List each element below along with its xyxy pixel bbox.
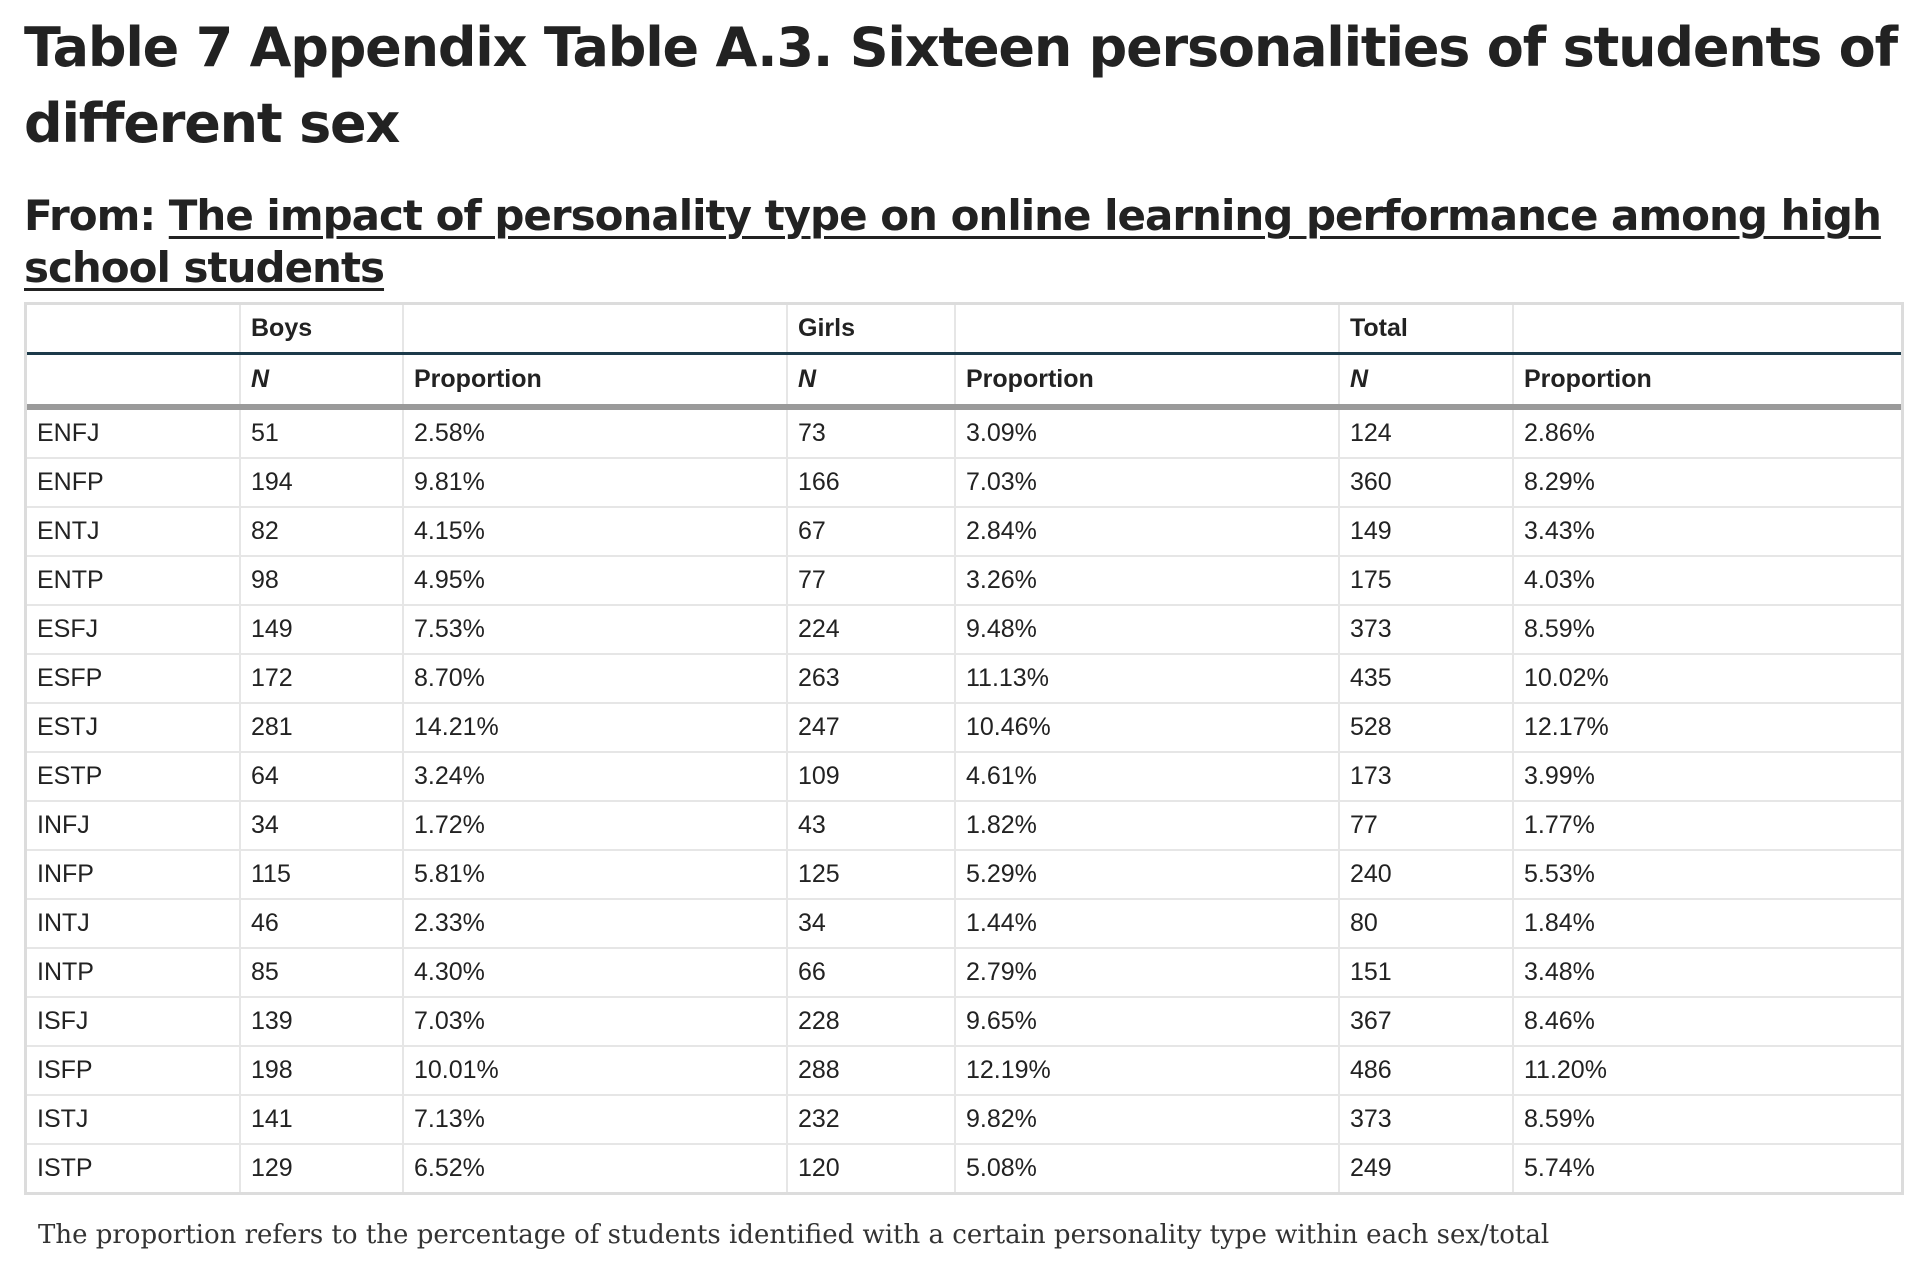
- boys-n-cell: 198: [240, 1046, 403, 1095]
- boys-proportion-cell: 7.13%: [403, 1095, 787, 1144]
- page-title: Table 7 Appendix Table A.3. Sixteen personalities of students of different sex: [24, 16, 1897, 155]
- group-header-row: [27, 305, 1901, 354]
- personality-type-cell: ESTJ: [27, 703, 240, 752]
- sub-header-boys-proportion: Proportion: [403, 354, 787, 408]
- girls-n-cell: 77: [787, 556, 955, 605]
- boys-n-cell: 139: [240, 997, 403, 1046]
- boys-n-cell: 129: [240, 1144, 403, 1192]
- boys-n-cell: 64: [240, 752, 403, 801]
- girls-n-cell: 228: [787, 997, 955, 1046]
- table-row: [27, 605, 1901, 654]
- boys-proportion-cell: 4.15%: [403, 507, 787, 556]
- group-header-boys: Boys: [240, 305, 403, 354]
- girls-n-cell: 34: [787, 899, 955, 948]
- girls-n-cell: 288: [787, 1046, 955, 1095]
- boys-n-cell: 149: [240, 605, 403, 654]
- girls-proportion-cell: 9.48%: [955, 605, 1339, 654]
- total-n-cell: 77: [1339, 801, 1513, 850]
- boys-n-cell: 46: [240, 899, 403, 948]
- total-proportion-cell: 5.53%: [1513, 850, 1901, 899]
- sub-header-row: [27, 354, 1901, 408]
- table-row: [27, 801, 1901, 850]
- table-row: [27, 556, 1901, 605]
- boys-n-cell: 34: [240, 801, 403, 850]
- boys-proportion-cell: 9.81%: [403, 458, 787, 507]
- boys-proportion-cell: 14.21%: [403, 703, 787, 752]
- boys-n-cell: 172: [240, 654, 403, 703]
- girls-n-cell: 109: [787, 752, 955, 801]
- boys-proportion-cell: 8.70%: [403, 654, 787, 703]
- sub-header-girls-proportion: Proportion: [955, 354, 1339, 408]
- total-proportion-cell: 8.29%: [1513, 458, 1901, 507]
- total-proportion-cell: 2.86%: [1513, 407, 1901, 458]
- boys-proportion-cell: 10.01%: [403, 1046, 787, 1095]
- group-header-cell: [403, 305, 787, 354]
- personality-type-cell: ISFP: [27, 1046, 240, 1095]
- girls-proportion-cell: 7.03%: [955, 458, 1339, 507]
- total-proportion-cell: 1.77%: [1513, 801, 1901, 850]
- table-row: [27, 654, 1901, 703]
- total-n-cell: 486: [1339, 1046, 1513, 1095]
- personality-type-cell: ESFP: [27, 654, 240, 703]
- girls-proportion-cell: 10.46%: [955, 703, 1339, 752]
- girls-n-cell: 120: [787, 1144, 955, 1192]
- girls-proportion-cell: 2.84%: [955, 507, 1339, 556]
- girls-proportion-cell: 9.65%: [955, 997, 1339, 1046]
- girls-proportion-cell: 1.44%: [955, 899, 1339, 948]
- total-proportion-cell: 1.84%: [1513, 899, 1901, 948]
- boys-proportion-cell: 2.58%: [403, 407, 787, 458]
- total-proportion-cell: 8.59%: [1513, 1095, 1901, 1144]
- group-header-cell: [1513, 305, 1901, 354]
- total-n-cell: 435: [1339, 654, 1513, 703]
- boys-proportion-cell: 1.72%: [403, 801, 787, 850]
- personality-table: [27, 305, 1901, 1192]
- table-footnote: The proportion refers to the percentage of students identified with a certain personality type within each sex/total: [38, 1220, 1550, 1250]
- boys-proportion-cell: 7.03%: [403, 997, 787, 1046]
- total-n-cell: 373: [1339, 1095, 1513, 1144]
- girls-proportion-cell: 1.82%: [955, 801, 1339, 850]
- total-n-cell: 240: [1339, 850, 1513, 899]
- girls-proportion-cell: 12.19%: [955, 1046, 1339, 1095]
- girls-proportion-cell: 9.82%: [955, 1095, 1339, 1144]
- total-n-cell: 151: [1339, 948, 1513, 997]
- total-n-cell: 173: [1339, 752, 1513, 801]
- personality-type-cell: ENFP: [27, 458, 240, 507]
- group-header-cell: [27, 305, 240, 354]
- girls-proportion-cell: 3.09%: [955, 407, 1339, 458]
- page: [24, 10, 1904, 294]
- girls-n-cell: 43: [787, 801, 955, 850]
- total-proportion-cell: 5.74%: [1524, 1154, 1595, 1182]
- personality-type-cell: ENFJ: [27, 407, 240, 458]
- boys-n-cell: 281: [240, 703, 403, 752]
- table-row: [27, 899, 1901, 948]
- table-row: [27, 850, 1901, 899]
- total-proportion-cell: 12.17%: [1513, 703, 1901, 752]
- boys-n-cell: 82: [240, 507, 403, 556]
- total-n-cell: 367: [1339, 997, 1513, 1046]
- table-row: [27, 1144, 1901, 1192]
- sub-header-girls-n: N: [787, 354, 955, 408]
- girls-n-cell: 166: [787, 458, 955, 507]
- source-article-link[interactable]: The impact of personality type on online learning performance among high school students: [24, 191, 1881, 292]
- personality-type-cell: ENTJ: [27, 507, 240, 556]
- sub-header-cell: [27, 354, 240, 408]
- total-proportion-cell: 10.02%: [1513, 654, 1901, 703]
- personality-type-cell: ENTP: [27, 556, 240, 605]
- group-header-total: Total: [1339, 305, 1513, 354]
- girls-proportion-cell: 3.26%: [955, 556, 1339, 605]
- total-n-cell: 124: [1339, 407, 1513, 458]
- boys-n-cell: 194: [240, 458, 403, 507]
- table-row: [27, 703, 1901, 752]
- total-proportion-cell: 8.59%: [1513, 605, 1901, 654]
- total-n-cell: 528: [1339, 703, 1513, 752]
- total-n-cell: 80: [1339, 899, 1513, 948]
- girls-n-cell: 263: [787, 654, 955, 703]
- boys-proportion-cell: 6.52%: [403, 1144, 787, 1192]
- table-row: [27, 948, 1901, 997]
- personality-type-cell: ESTP: [27, 752, 240, 801]
- girls-proportion-cell: 2.79%: [955, 948, 1339, 997]
- boys-proportion-cell: 4.95%: [403, 556, 787, 605]
- boys-proportion-cell: 7.53%: [403, 605, 787, 654]
- girls-proportion-cell: 5.29%: [955, 850, 1339, 899]
- total-proportion-cell: 11.20%: [1513, 1046, 1901, 1095]
- boys-n-cell: 141: [240, 1095, 403, 1144]
- total-proportion-cell: 4.03%: [1513, 556, 1901, 605]
- girls-n-cell: 232: [787, 1095, 955, 1144]
- girls-n-cell: 224: [787, 605, 955, 654]
- personality-type-cell: ISTP: [27, 1144, 240, 1192]
- boys-n-cell: 85: [240, 948, 403, 997]
- total-n-cell: 175: [1339, 556, 1513, 605]
- girls-n-cell: 125: [787, 850, 955, 899]
- girls-proportion-cell: 5.08%: [955, 1144, 1339, 1192]
- total-proportion-cell: 3.43%: [1513, 507, 1901, 556]
- total-n-cell: 360: [1339, 458, 1513, 507]
- sub-header-boys-n: N: [240, 354, 403, 408]
- personality-type-cell: INTJ: [27, 899, 240, 948]
- table-row: [27, 407, 1901, 458]
- table-body: [27, 407, 1901, 1192]
- group-header-cell: [955, 305, 1339, 354]
- table-row: [27, 507, 1901, 556]
- source-line: [24, 190, 1904, 294]
- total-n-cell: 373: [1339, 605, 1513, 654]
- boys-n-cell: 98: [240, 556, 403, 605]
- boys-proportion-cell: 5.81%: [403, 850, 787, 899]
- girls-n-cell: 247: [787, 703, 955, 752]
- personality-type-cell: INFJ: [27, 801, 240, 850]
- sub-header-total-proportion: Proportion: [1513, 354, 1901, 408]
- sub-header-total-n: N: [1339, 354, 1513, 408]
- boys-proportion-cell: 2.33%: [403, 899, 787, 948]
- total-n-cell: 249: [1339, 1144, 1513, 1192]
- personality-type-cell: ISTJ: [27, 1095, 240, 1144]
- total-proportion-cell: 8.46%: [1513, 997, 1901, 1046]
- source-label: From:: [24, 191, 156, 240]
- personality-type-cell: INTP: [27, 948, 240, 997]
- table-row: [27, 458, 1901, 507]
- boys-n-cell: 51: [240, 407, 403, 458]
- personality-type-cell: INFP: [27, 850, 240, 899]
- boys-n-cell: 115: [240, 850, 403, 899]
- personality-type-cell: ESFJ: [27, 605, 240, 654]
- girls-proportion-cell: 11.13%: [955, 654, 1339, 703]
- total-n-cell: 149: [1339, 507, 1513, 556]
- girls-n-cell: 66: [787, 948, 955, 997]
- table-row: [27, 997, 1901, 1046]
- group-header-girls: Girls: [787, 305, 955, 354]
- boys-proportion-cell: 4.30%: [403, 948, 787, 997]
- girls-n-cell: 67: [787, 507, 955, 556]
- total-proportion-cell: 3.48%: [1513, 948, 1901, 997]
- table-row: [27, 1095, 1901, 1144]
- table-row: [27, 1046, 1901, 1095]
- boys-proportion-cell: 3.24%: [403, 752, 787, 801]
- data-table-container: [24, 302, 1904, 1195]
- total-proportion-cell: 3.99%: [1513, 752, 1901, 801]
- table-row: [27, 752, 1901, 801]
- girls-n-cell: 73: [787, 407, 955, 458]
- personality-type-cell: ISFJ: [27, 997, 240, 1046]
- girls-proportion-cell: 4.61%: [955, 752, 1339, 801]
